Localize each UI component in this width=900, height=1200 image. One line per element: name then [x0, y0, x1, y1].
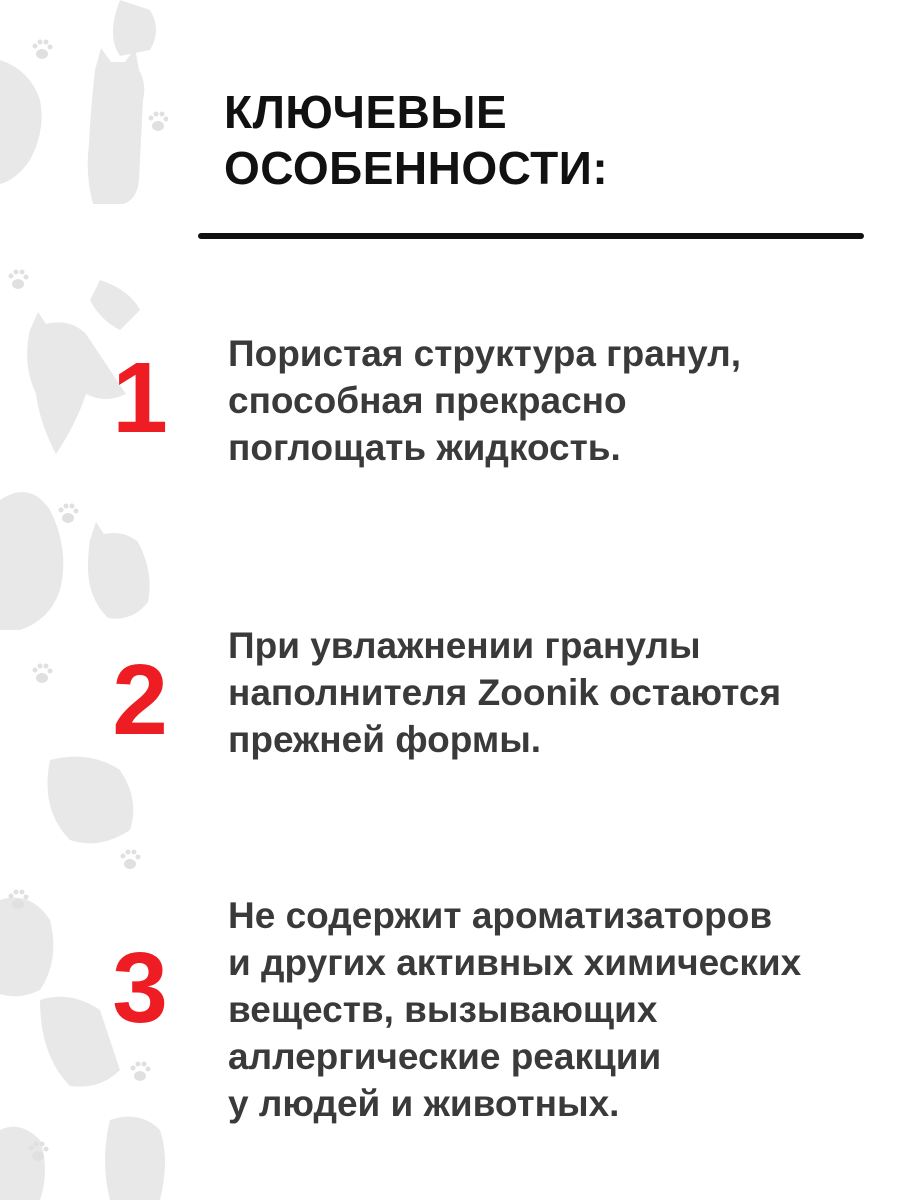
feature-3-description: [228, 892, 888, 1127]
feature-3-line-4: аллергические реакции: [228, 1036, 662, 1077]
feature-1-line-2: способная прекрасно: [228, 380, 627, 421]
page-title-line-1: КЛЮЧЕВЫЕ: [224, 86, 508, 138]
feature-3-line-1: Не содержит ароматизаторов: [228, 895, 773, 936]
paw-print-icon: [33, 664, 53, 684]
feature-2-number: 2: [112, 644, 168, 756]
page-title: [224, 84, 864, 196]
page-title-line-2: ОСОБЕННОСТИ:: [224, 142, 609, 194]
feature-2-description: [228, 622, 888, 763]
feature-2-line-3: прежней формы.: [228, 719, 542, 760]
feature-2-line-1: При увлажнении гранулы: [228, 625, 701, 666]
feature-1-line-3: поглощать жидкость.: [228, 427, 621, 468]
feature-1-description: [228, 330, 888, 471]
feature-3-line-3: веществ, вызывающих: [228, 989, 658, 1030]
feature-3-number: 3: [112, 932, 168, 1044]
paw-print-icon: [9, 270, 29, 290]
feature-2-line-2: наполнителя Zoonik остаются: [228, 672, 782, 713]
cat-silhouette-icon: [113, 0, 156, 56]
cat-silhouette-icon: [0, 60, 42, 184]
paw-print-icon: [33, 40, 53, 60]
cat-silhouette-icon: [88, 48, 145, 204]
feature-1-number: 1: [112, 342, 168, 454]
feature-1-line-1: Пористая структура гранул,: [228, 333, 741, 374]
cat-silhouette-icon: [105, 1117, 165, 1200]
paw-print-icon: [121, 850, 141, 870]
cat-silhouette-icon: [0, 492, 63, 630]
paw-print-icon: [59, 504, 79, 524]
cat-silhouette-icon: [0, 898, 53, 997]
paw-print-icon: [131, 1062, 151, 1082]
title-divider: [198, 233, 864, 239]
feature-3-line-2: и других активных химических: [228, 942, 802, 983]
cat-silhouette-icon: [90, 280, 140, 330]
cat-silhouette-icon: [88, 522, 150, 619]
paw-print-icon: [149, 112, 169, 132]
cat-silhouette-icon: [0, 1127, 45, 1200]
cat-silhouette-icon: [48, 757, 134, 844]
feature-3-line-5: у людей и животных.: [228, 1083, 620, 1124]
